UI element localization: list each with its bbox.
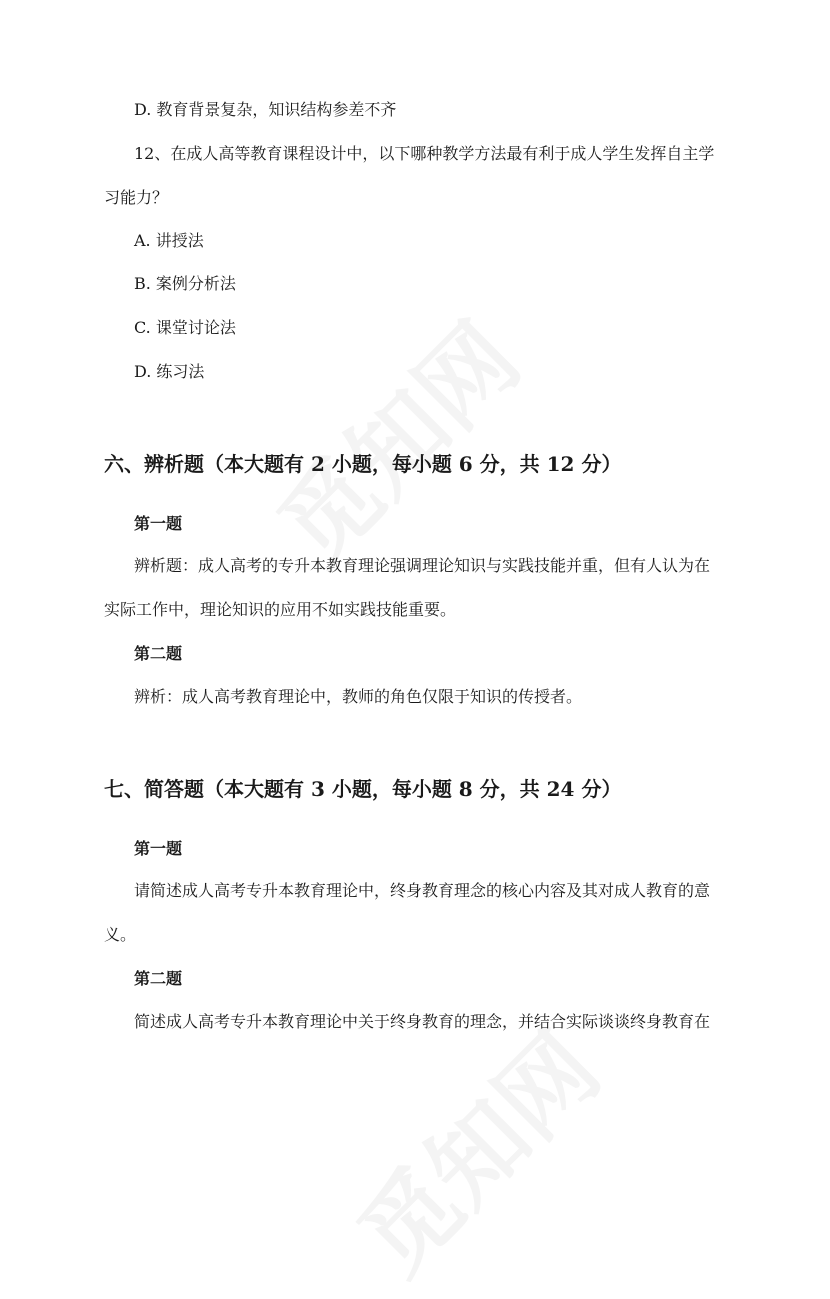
section6-q1-line2: 实际工作中，理论知识的应用不如实践技能重要。: [104, 600, 457, 619]
section6-q2-line1: 辨析：成人高考教育理论中，教师的角色仅限于知识的传授者。: [134, 687, 583, 706]
watermark-text: [244, 288, 545, 589]
section6-q1-line1: 辨析题：成人高考的专升本教育理论强调理论知识与实践技能并重，但有人认为在: [134, 556, 711, 575]
q12-stem-line2: 习能力？: [104, 188, 169, 207]
section7-q2-line1: 简述成人高考专升本教育理论中关于终身教育的理念，并结合实际谈谈终身教育在: [134, 1012, 711, 1031]
q11-option-d: D. 教育背景复杂，知识结构参差不齐: [134, 100, 397, 119]
section7-q1-line2: 义。: [104, 925, 137, 944]
section7-q1-line1: 请简述成人高考专升本教育理论中，终身教育理念的核心内容及其对成人教育的意: [134, 881, 711, 900]
q12-stem-line1: 12、在成人高等教育课程设计中，以下哪种教学方法最有利于成人学生发挥自主学: [134, 144, 715, 163]
q12-option-a: A. 讲授法: [134, 231, 204, 250]
section7-q2-label: 第二题: [134, 969, 183, 988]
section6-title: 六、辨析题（本大题有 2 小题，每小题 6 分，共 12 分）: [104, 452, 622, 476]
q12-option-b: B. 案例分析法: [134, 274, 236, 293]
q12-option-d: D. 练习法: [134, 362, 205, 381]
section6-q1-label: 第一题: [134, 514, 183, 533]
section7-title: 七、简答题（本大题有 3 小题，每小题 8 分，共 24 分）: [104, 777, 622, 801]
section7-q1-label: 第一题: [134, 839, 183, 858]
section6-q2-label: 第二题: [134, 644, 183, 663]
q12-option-c: C. 课堂讨论法: [134, 318, 236, 337]
watermark-text-bottom: [324, 998, 625, 1299]
